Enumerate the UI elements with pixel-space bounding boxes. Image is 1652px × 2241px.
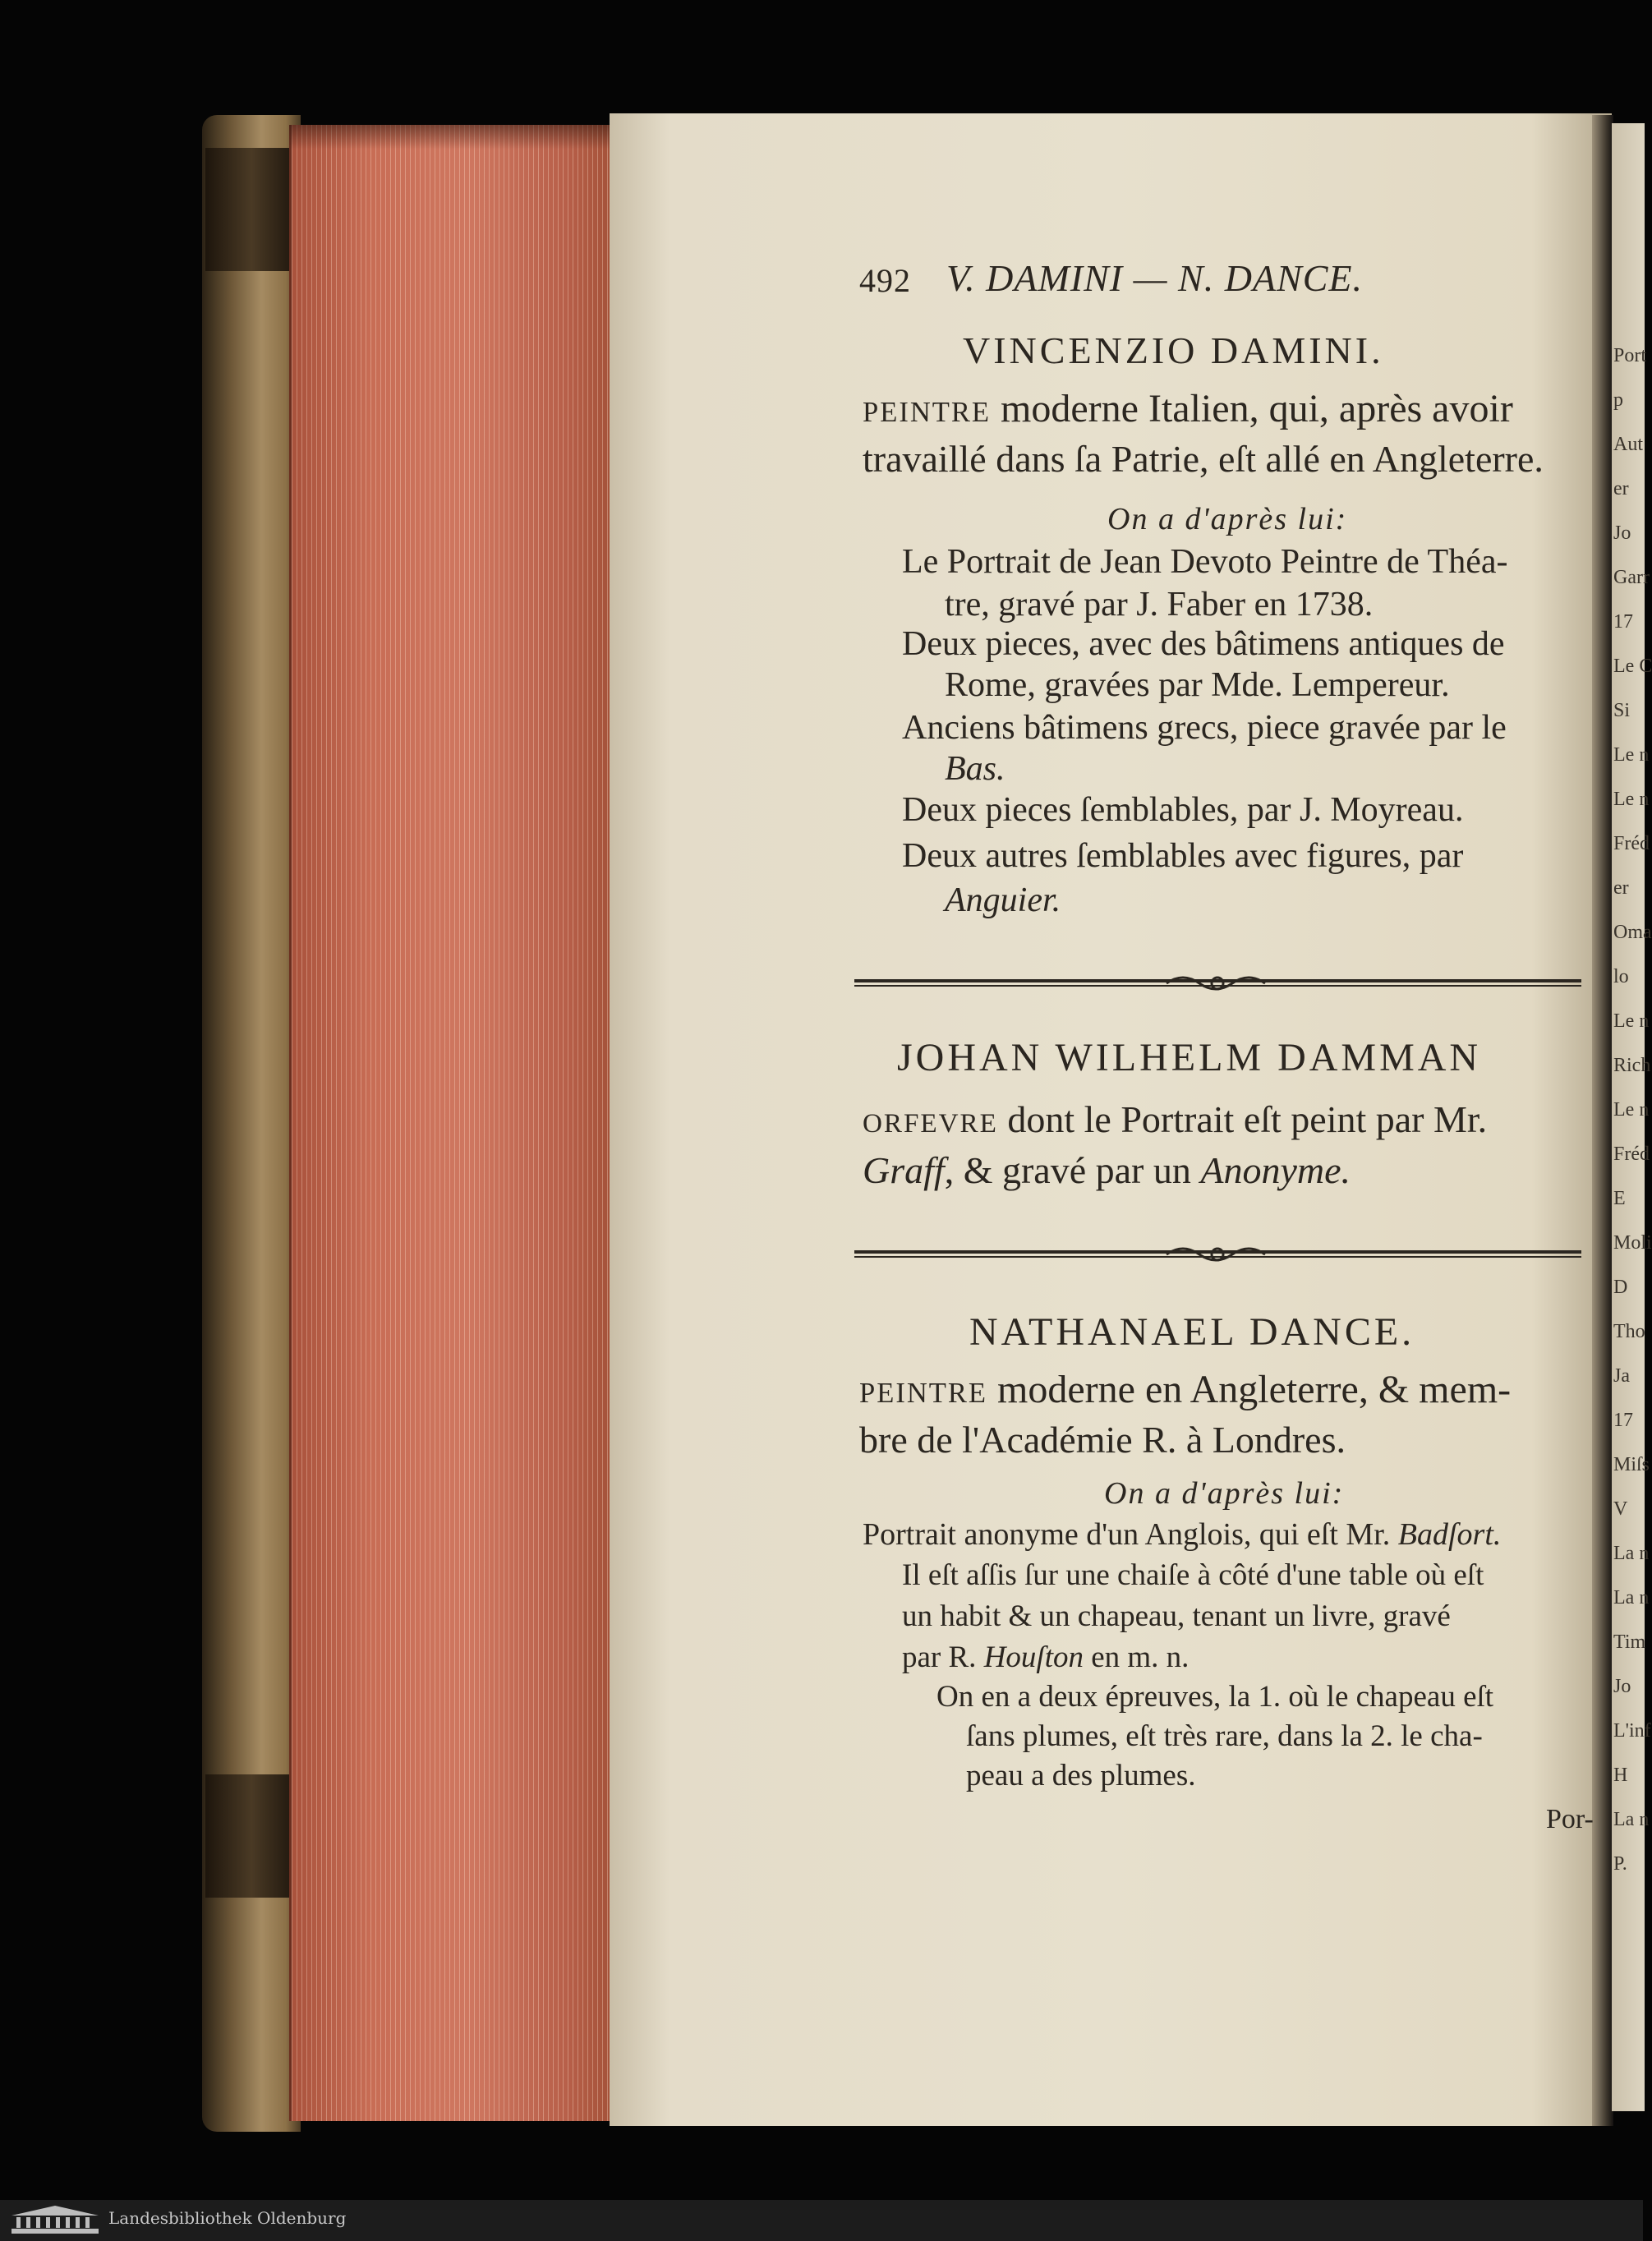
entry-title: VINCENZIO DAMINI.	[963, 329, 1384, 371]
facing-page-text: E	[1613, 1188, 1626, 1209]
sitter-name: Badſort.	[1397, 1517, 1502, 1552]
facing-page-text: L'inf	[1613, 1720, 1651, 1742]
entry-body-line	[863, 386, 1513, 431]
facing-page-text: p	[1613, 389, 1623, 411]
page-number: 492	[859, 262, 911, 299]
entry-body-line: travaillé dans ſa Patrie, eſt allé en Angleterre.	[863, 438, 1544, 480]
entry-title: NATHANAEL DANCE.	[969, 1310, 1415, 1354]
facing-page-text: Moli	[1613, 1232, 1652, 1254]
facing-page-text: Garr	[1613, 567, 1650, 588]
facing-page-text: Tim	[1613, 1631, 1646, 1653]
ornamental-rule	[854, 974, 1581, 992]
drop-initial: PEINTRE	[863, 397, 992, 428]
facing-page-text: D	[1613, 1277, 1628, 1298]
facing-page-text: Tho	[1613, 1321, 1645, 1342]
facing-page-text: lo	[1613, 966, 1629, 987]
entry-paragraph-line: un habit & un chapeau, tenant un livre, gravé	[902, 1599, 1451, 1633]
facing-page-text: La n	[1613, 1543, 1650, 1564]
list-item: Bas.	[945, 750, 1005, 788]
drop-initial: PEINTRE	[859, 1378, 988, 1409]
entry-title: JOHAN WILHELM DAMMAN	[897, 1036, 1482, 1079]
facing-page-text: Port	[1613, 345, 1647, 366]
entry-body-text: , & gravé par un	[944, 1149, 1201, 1191]
facing-page-text: 17	[1613, 611, 1633, 633]
list-item: tre, gravé par J. Faber en 1738.	[945, 586, 1374, 624]
entry-paragraph-line: peau a des plumes.	[966, 1759, 1196, 1792]
entry-subheading: On a d'après lui:	[1104, 1476, 1345, 1511]
list-item: Anguier.	[945, 881, 1061, 919]
page-edges-shadow	[289, 125, 610, 150]
facing-page-text: Fréd	[1613, 833, 1650, 854]
list-item: Deux pieces ſemblables, par J. Moyreau.	[902, 791, 1464, 829]
facing-page-text: P.	[1613, 1853, 1627, 1875]
engraver-name: Anonyme.	[1200, 1149, 1351, 1191]
catchword: Por-	[1546, 1804, 1594, 1834]
facing-page-text: Rich	[1613, 1055, 1651, 1076]
facing-page-text: Jo	[1613, 1676, 1631, 1697]
engraver-name: Houſton	[983, 1640, 1084, 1674]
facing-page-text: Miſs	[1613, 1454, 1650, 1475]
entry-body-text: Portrait anonyme d'un Anglois, qui eſt Mr.	[863, 1517, 1398, 1552]
entry-body-line	[859, 1367, 1511, 1412]
library-name: Landesbibliothek Oldenburg	[108, 2208, 347, 2228]
facing-page-text: Jo	[1613, 522, 1631, 544]
facing-page-text: Le n	[1613, 1010, 1650, 1032]
facing-page-text: H	[1613, 1765, 1628, 1786]
facing-page-text: Le n	[1613, 744, 1650, 766]
entry-paragraph-line	[863, 1516, 1501, 1553]
entry-body-text: moderne Italien, qui, après avoir	[1001, 387, 1513, 430]
facing-page-text: Fréd	[1613, 1144, 1650, 1165]
list-item: Anciens bâtimens grecs, piece gravée par le	[902, 709, 1507, 747]
facing-page-fragment	[1612, 123, 1652, 2111]
drop-initial: ORFEVRE	[863, 1108, 998, 1139]
entry-body-line	[863, 1148, 1351, 1192]
entry-body-line	[863, 1097, 1487, 1141]
page-gutter	[1592, 115, 1613, 2126]
list-item: Deux pieces, avec des bâtimens antiques de	[902, 625, 1505, 663]
entry-paragraph-line	[902, 1640, 1189, 1675]
entry-paragraph-line: On en a deux épreuves, la 1. où le chapeau eſt	[936, 1680, 1494, 1714]
facing-page-text: Aut	[1613, 434, 1643, 455]
facing-page-text: Le C	[1613, 656, 1652, 677]
entry-body-line: bre de l'Académie R. à Londres.	[859, 1419, 1346, 1461]
page-edges	[289, 125, 612, 2121]
entry-body-text: dont le Portrait eſt peint par Mr.	[1007, 1098, 1488, 1140]
library-building-icon	[10, 2204, 100, 2237]
facing-page-text: V	[1613, 1498, 1628, 1520]
list-item: Rome, gravées par Mde. Lempereur.	[945, 666, 1450, 704]
facing-page-text: Le n	[1613, 789, 1650, 810]
facing-page-text: 17	[1613, 1410, 1633, 1431]
facing-page-text: er	[1613, 877, 1629, 899]
entry-body-text: moderne en Angleterre, & mem-	[997, 1368, 1512, 1411]
spine-band	[205, 1774, 297, 1898]
facing-page-text: La n	[1613, 1809, 1650, 1830]
facing-page-text: Si	[1613, 700, 1631, 721]
ornamental-rule	[854, 1245, 1581, 1263]
list-item: Deux autres ſemblables avec figures, par	[902, 837, 1464, 875]
facing-page-text: er	[1613, 478, 1629, 499]
artist-name: Graff	[863, 1149, 945, 1191]
facing-page-text: La n	[1613, 1587, 1650, 1608]
entry-subheading: On a d'après lui:	[1107, 502, 1348, 536]
entry-body-text: par R.	[902, 1640, 984, 1674]
list-item: Le Portrait de Jean Devoto Peintre de Théa-	[902, 543, 1508, 581]
entry-body-text: en m. n.	[1083, 1640, 1190, 1674]
facing-page-text: Ja	[1613, 1365, 1630, 1387]
entry-paragraph-line: Il eſt aſſis ſur une chaiſe à côté d'une table où eſt	[902, 1558, 1484, 1592]
spine-band	[205, 148, 297, 271]
running-title: V. DAMINI — N. DANCE.	[946, 257, 1363, 299]
facing-page-text: Oma	[1613, 922, 1652, 943]
facing-page-text: Le n	[1613, 1099, 1650, 1120]
entry-paragraph-line: ſans plumes, eſt très rare, dans la 2. le cha-	[966, 1719, 1483, 1753]
